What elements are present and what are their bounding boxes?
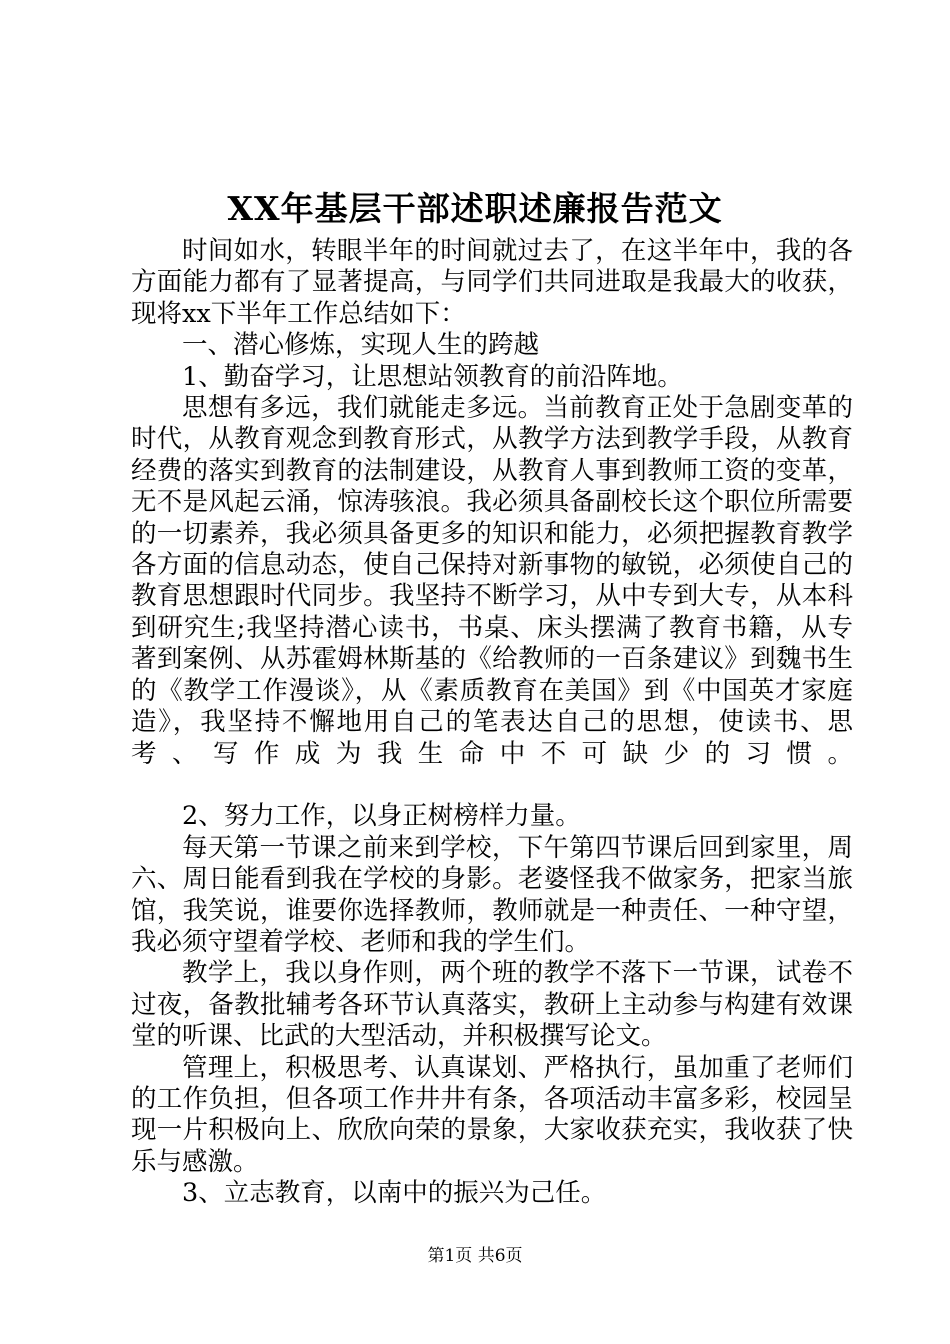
blank-line: [131, 770, 853, 801]
item-heading-2: 2、努力工作，以身正树榜样力量。: [182, 801, 581, 832]
paragraph-4: 管理上，积极思考、认真谋划、严格执行，虽加重了老师们的工作负担，但各项工作井井有条，各项活动丰富多彩，校园呈现一片积极向上、欣欣向荣的景象，大家收获充实，我收获了快乐与感激。: [131, 1052, 853, 1177]
document-title: XX年基层干部述职述廉报告范文: [227, 189, 723, 228]
paragraph-1: 思想有多远，我们就能走多远。当前教育正处于急剧变革的时代，从教育观念到教育形式，从教学方法到教学手段，从教育经费的落实到教育的法制建设，从教育人事到教师工资的变革，无不是风起云涌，惊涛骇浪。我必须具备副校长这个职位所需要的一切素养，我必须具备更多的知识和能力，必须把握教育教学各方面的信息动态，使自己保持对新事物的敏锐，必须使自己的教育思想跟时代同步。我坚持不断学习，从中专到大专，从本科到研究生;我坚持潜心读书，书桌、床头摆满了教育书籍，从专著到案例、从苏霍姆林斯基的《给教师的一百条建议》到魏书生的《教学工作漫谈》，从《素质教育在美国》到《中国英才家庭造》，我坚持不懈地用自己的笔表达自己的思想，使读书、思考、写作成为我生命中不可缺少的习惯。: [131, 393, 853, 769]
paragraph-2: 每天第一节课之前来到学校，下午第四节课后回到家里，周六、周日能看到我在学校的身影。老婆怪我不做家务，把家当旅馆，我笑说，谁要你选择教师，教师就是一种责任、一种守望，我必须守望着学校、老师和我的学生们。: [131, 832, 853, 957]
intro-paragraph: 时间如水，转眼半年的时间就过去了，在这半年中，我的各方面能力都有了显著提高，与同学们共同进取是我最大的收获，现将xx下半年工作总结如下：: [131, 236, 853, 329]
item-heading-3: 3、立志教育，以南中的振兴为己任。: [182, 1178, 607, 1209]
item-heading-1: 1、勤奋学习，让思想站领教育的前沿阵地。: [182, 361, 683, 392]
paragraph-3: 教学上，我以身作则，两个班的教学不落下一节课，试卷不过夜，备教批辅考各环节认真落实，教研上主动参与构建有效课堂的听课、比武的大型活动，并积极撰写论文。: [131, 958, 853, 1052]
document-body: [131, 236, 853, 1210]
section-heading-1: 一、潜心修炼，实现人生的跨越: [182, 330, 540, 361]
page-number-footer: 第1页 共6页: [427, 1246, 523, 1266]
